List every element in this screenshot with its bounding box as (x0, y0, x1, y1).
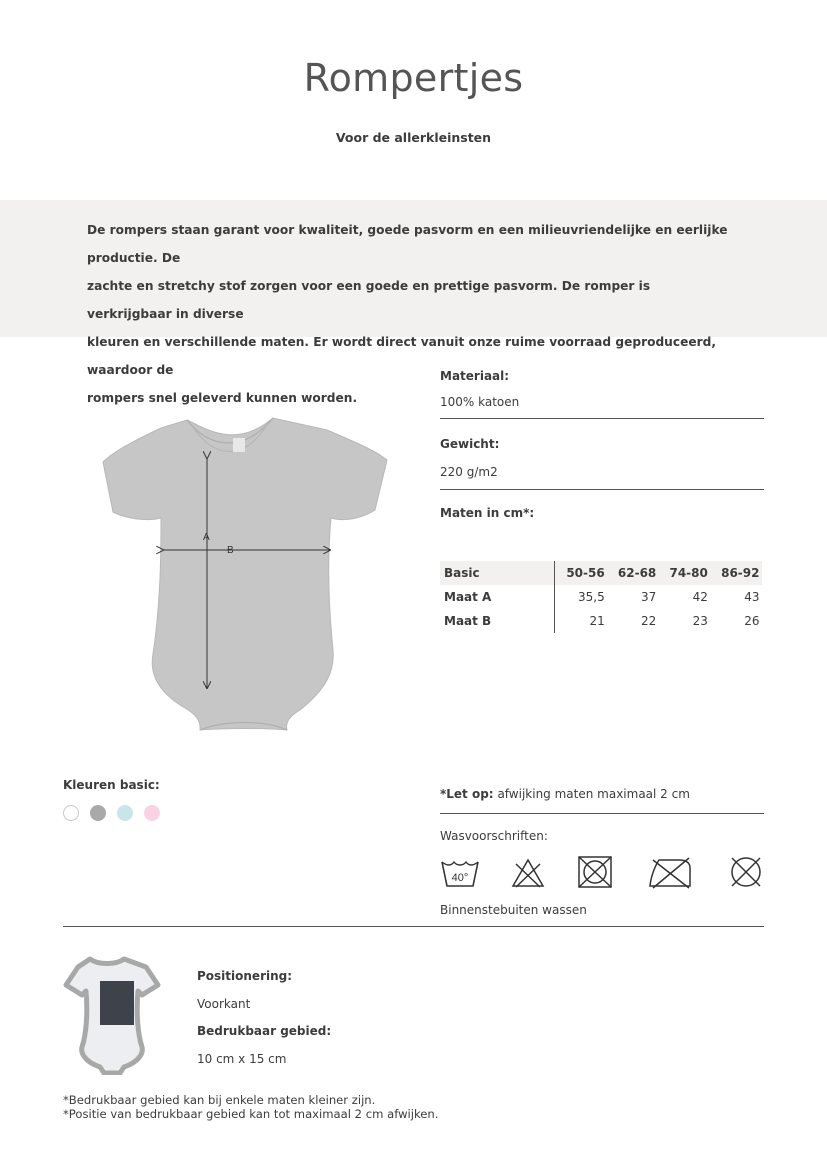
color-swatch-light-blue (117, 805, 133, 821)
footnote-line: *Bedrukbaar gebied kan bij enkele maten kleiner zijn. (63, 1093, 376, 1107)
table-cell: 43 (744, 590, 760, 604)
print-area-rect (100, 981, 134, 1025)
table-row-label: Maat B (440, 609, 555, 633)
table-cell: 26 (744, 614, 760, 628)
table-header-row (440, 561, 762, 585)
size-table (440, 561, 762, 633)
page-title: Rompertjes (303, 56, 524, 100)
color-swatch-white (63, 805, 79, 821)
colors-label: Kleuren basic: (63, 778, 160, 792)
table-cell: 23 (692, 614, 708, 628)
color-swatch-pink (144, 805, 160, 821)
table-header-cell: 74-80 (669, 566, 708, 580)
table-row (440, 609, 762, 633)
divider (440, 418, 764, 419)
print-area-value: 10 cm x 15 cm (197, 1052, 287, 1066)
romper-product-image (95, 410, 395, 740)
page-subtitle: Voor de allerkleinsten (335, 130, 492, 145)
wash-40-icon (440, 854, 480, 890)
size-note-bold: *Let op: (440, 787, 494, 801)
print-area-label: Bedrukbaar gebied: (197, 1024, 332, 1038)
no-ironing-icon (647, 854, 693, 890)
measure-label-a: A (203, 532, 210, 543)
table-cell: 35,5 (578, 590, 605, 604)
table-cell: 21 (589, 614, 605, 628)
weight-label: Gewicht: (440, 437, 500, 451)
wash-temp-label: 40° (451, 872, 469, 884)
size-note (440, 787, 690, 801)
size-note-text: afwijking maten maximaal 2 cm (497, 787, 690, 801)
weight-value: 220 g/m2 (440, 465, 498, 479)
color-swatch-grey (90, 805, 106, 821)
intro-line: kleuren en verschillende maten. Er wordt direct vanuit onze ruime voorraad geproduceerd, waardoor de (87, 335, 716, 377)
material-label: Materiaal: (440, 369, 510, 383)
divider (440, 813, 764, 814)
measure-label-b: B (227, 545, 234, 556)
material-value: 100% katoen (440, 395, 520, 409)
footnotes (63, 1093, 438, 1121)
table-header-cell: 50-56 (566, 566, 605, 580)
print-area-illustration (62, 955, 162, 1075)
position-value: Voorkant (197, 997, 251, 1011)
position-label: Positionering: (197, 969, 293, 983)
divider (63, 926, 764, 927)
no-tumble-dry-icon (575, 854, 615, 890)
divider (440, 489, 764, 490)
table-header-cell: 62-68 (617, 566, 657, 580)
intro-line: zachte en stretchy stof zorgen voor een goede en prettige pasvorm. De romper is verkrijgbaar in diverse (87, 279, 651, 321)
no-dry-clean-icon (726, 854, 766, 890)
label-tag (233, 438, 245, 452)
sizes-label: Maten in cm*: (440, 506, 535, 520)
table-row-label: Maat A (440, 585, 555, 609)
table-header-cell: 86-92 (721, 566, 760, 580)
no-bleach-icon (508, 854, 548, 890)
intro-line: De rompers staan garant voor kwaliteit, goede pasvorm en een milieuvriendelijke en eerlijke productie. De (87, 223, 728, 265)
table-row (440, 585, 762, 609)
table-cell: 42 (692, 590, 708, 604)
table-header-cell: Basic (440, 561, 555, 585)
care-instruction: Binnenstebuiten wassen (440, 903, 587, 917)
romper-body-shape (103, 418, 387, 730)
color-swatches (63, 805, 171, 825)
table-cell: 22 (641, 614, 657, 628)
care-label: Wasvoorschriften: (440, 829, 548, 843)
intro-text (87, 216, 737, 412)
footnote-line: *Positie van bedrukbaar gebied kan tot maximaal 2 cm afwijken. (63, 1107, 439, 1121)
intro-line: rompers snel geleverd kunnen worden. (87, 391, 358, 405)
table-cell: 37 (641, 590, 657, 604)
